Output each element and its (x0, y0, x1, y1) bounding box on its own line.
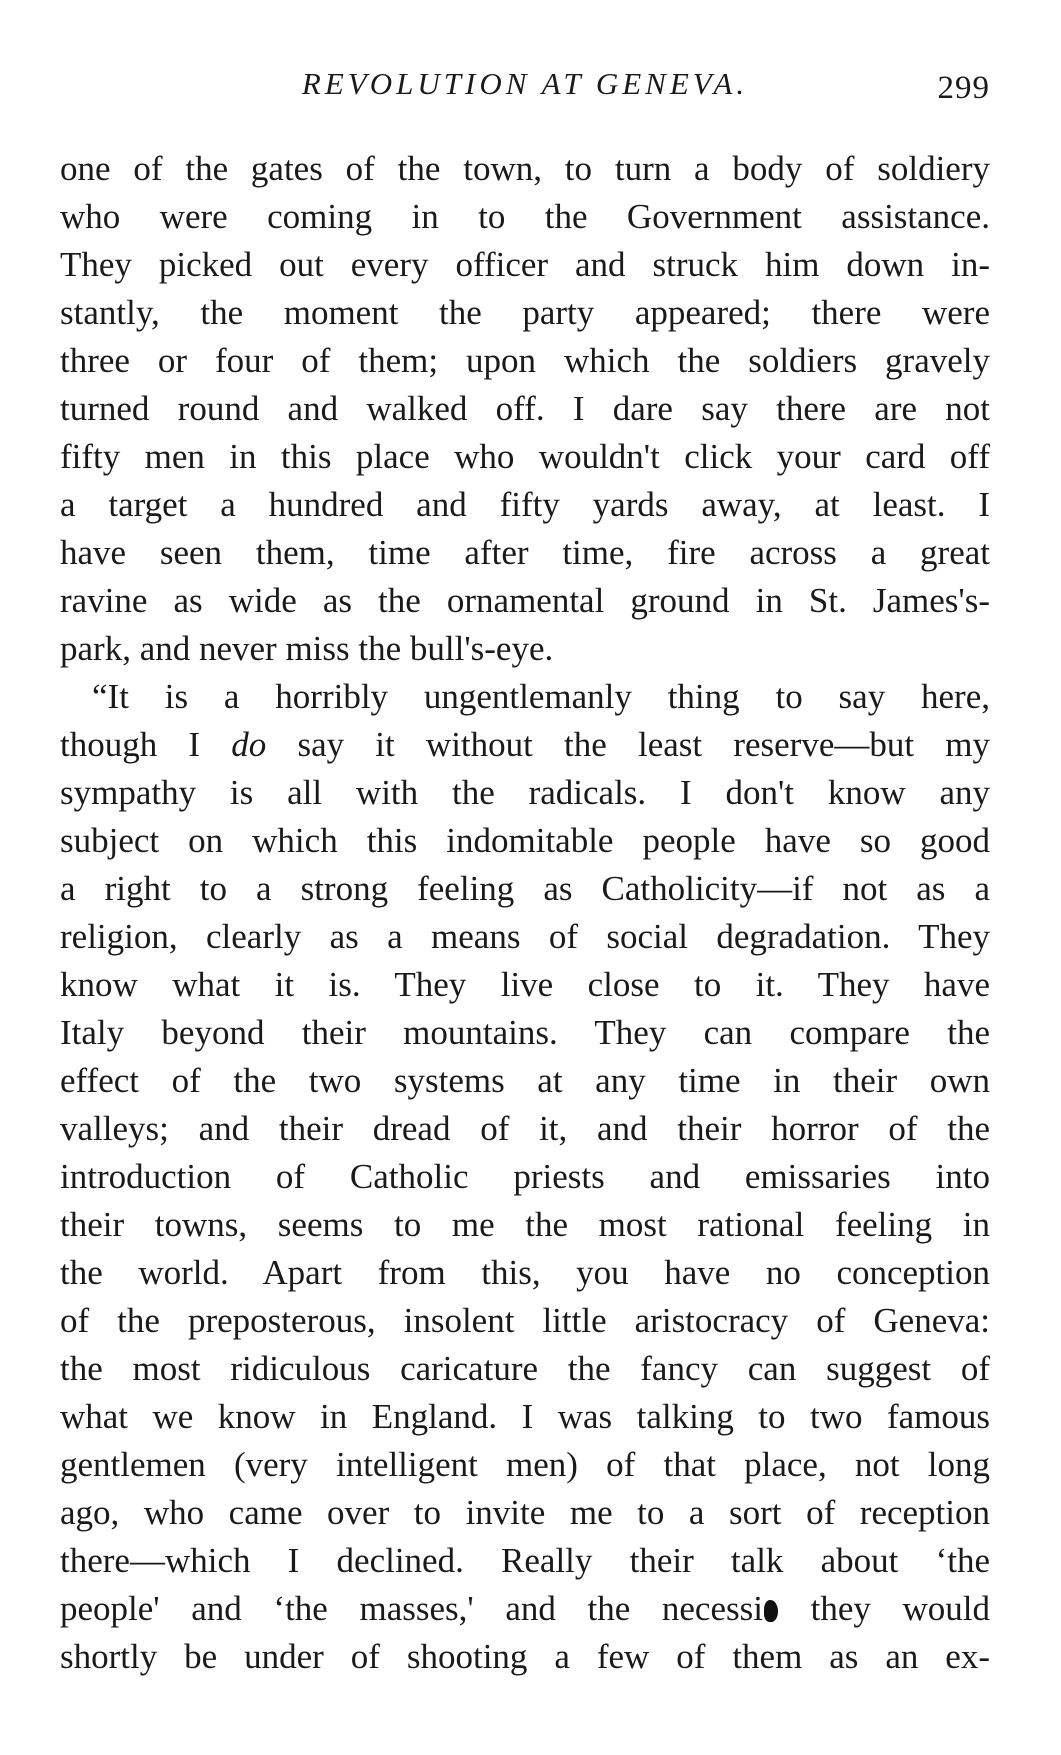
text-line: stantly, the moment the party appeared; there were (60, 293, 990, 332)
ink-blot-icon (764, 1600, 778, 1622)
page-number: 299 (937, 70, 990, 106)
text-line: a target a hundred and fifty yards away, at least. I (60, 485, 990, 524)
line-segment: say it without the least reserve—but my (266, 725, 990, 764)
text-line: ravine as wide as the ornamental ground in St. James's- (60, 581, 990, 620)
line-segment: they would (778, 1589, 991, 1628)
paragraph-start-line: “It is a horribly ungentlemanly thing to say here, (92, 677, 990, 716)
text-line-with-emphasis (60, 721, 990, 769)
text-line: sympathy is all with the radicals. I don't know any (60, 773, 990, 812)
text-line: Italy beyond their mountains. They can compare the (60, 1013, 990, 1052)
text-line: their towns, seems to me the most rational feeling in (60, 1205, 990, 1244)
text-line: fifty men in this place who wouldn't click your card off (60, 437, 990, 476)
running-head (60, 62, 990, 112)
text-line: the most ridiculous caricature the fancy can suggest of (60, 1349, 990, 1388)
text-line: the world. Apart from this, you have no conception (60, 1253, 990, 1292)
emphasis-word: do (231, 725, 267, 764)
text-line: have seen them, time after time, fire across a great (60, 533, 990, 572)
body-text (60, 145, 990, 1681)
text-line: They picked out every officer and struck him down in- (60, 245, 990, 284)
text-line: who were coming in to the Government assistance. (60, 197, 990, 236)
text-line: valleys; and their dread of it, and their horror of the (60, 1109, 990, 1148)
text-line: effect of the two systems at any time in their own (60, 1061, 990, 1100)
text-line-with-blot (60, 1585, 990, 1633)
text-line: know what it is. They live close to it. They have (60, 965, 990, 1004)
text-line: subject on which this indomitable people have so good (60, 821, 990, 860)
text-line: a right to a strong feeling as Catholicity—if not as a (60, 869, 990, 908)
text-line: shortly be under of shooting a few of them as an ex- (60, 1637, 990, 1676)
text-line: there—which I declined. Really their talk about ‘the (60, 1541, 990, 1580)
running-title: REVOLUTION AT GENEVA. (301, 66, 749, 101)
text-line: turned round and walked off. I dare say there are not (60, 389, 990, 428)
text-line: park, and never miss the bull's-eye. (60, 629, 554, 668)
text-line: of the preposterous, insolent little aristocracy of Geneva: (60, 1301, 990, 1340)
text-line: one of the gates of the town, to turn a body of soldiery (60, 149, 990, 188)
text-line: what we know in England. I was talking to two famous (60, 1397, 990, 1436)
line-segment: people' and ‘the masses,' and the necessi (60, 1589, 763, 1628)
text-line: gentlemen (very intelligent men) of that place, not long (60, 1445, 990, 1484)
text-line: ago, who came over to invite me to a sort of reception (60, 1493, 990, 1532)
text-line: religion, clearly as a means of social degradation. They (60, 917, 990, 956)
line-segment: though I (60, 725, 232, 764)
text-line: introduction of Catholic priests and emissaries into (60, 1157, 990, 1196)
text-line: three or four of them; upon which the soldiers gravely (60, 341, 990, 380)
